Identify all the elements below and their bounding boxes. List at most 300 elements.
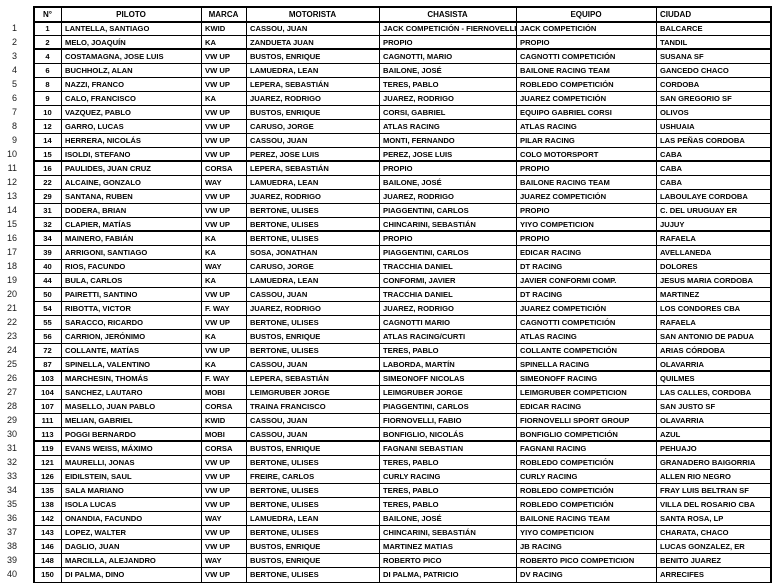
cell-piloto: MASELLO, JUAN PABLO xyxy=(62,400,202,414)
cell-equipo: YIYO COMPETICION xyxy=(517,218,657,232)
cell-marca: CORSA xyxy=(202,442,247,456)
cell-num: 142 xyxy=(35,512,62,526)
cell-chasista: TRACCHIA DANIEL xyxy=(380,260,517,274)
row-number: 23 xyxy=(6,331,17,341)
cell-equipo: JAVIER CONFORMI COMP. xyxy=(517,274,657,288)
cell-marca: F. WAY xyxy=(202,372,247,386)
column-header-ciudad: CIUDAD xyxy=(657,8,770,23)
cell-ciudad: MARTINEZ xyxy=(657,288,770,302)
cell-motorista: BERTONE, ULISES xyxy=(247,218,380,232)
cell-chasista: PROPIO xyxy=(380,36,517,50)
cell-num: 148 xyxy=(35,554,62,568)
cell-ciudad: VILLA DEL ROSARIO CBA xyxy=(657,498,770,512)
row-number: 7 xyxy=(11,107,17,117)
cell-equipo: ROBLEDO COMPETICIÓN xyxy=(517,498,657,512)
row-number: 19 xyxy=(6,275,17,285)
row-number: 13 xyxy=(6,191,17,201)
row-number: 22 xyxy=(6,317,17,327)
cell-motorista: BUSTOS, ENRIQUE xyxy=(247,540,380,554)
cell-piloto: CLAPIER, MATÍAS xyxy=(62,218,202,232)
cell-num: 119 xyxy=(35,442,62,456)
cell-piloto: ARRIGONI, SANTIAGO xyxy=(62,246,202,260)
cell-chasista: FIORNOVELLI, FABIO xyxy=(380,414,517,428)
row-number: 40 xyxy=(6,569,17,579)
cell-motorista: LEPERA, SEBASTIÁN xyxy=(247,162,380,176)
cell-chasista: LABORDA, MARTÍN xyxy=(380,358,517,372)
cell-piloto: GARRO, LUCAS xyxy=(62,120,202,134)
cell-motorista: LAMUEDRA, LEAN xyxy=(247,176,380,190)
cell-motorista: FREIRE, CARLOS xyxy=(247,470,380,484)
cell-motorista: BERTONE, ULISES xyxy=(247,456,380,470)
cell-equipo: BAILONE RACING TEAM xyxy=(517,64,657,78)
row-number: 36 xyxy=(6,513,17,523)
cell-motorista: BUSTOS, ENRIQUE xyxy=(247,106,380,120)
cell-marca: KWID xyxy=(202,414,247,428)
cell-motorista: BERTONE, ULISES xyxy=(247,316,380,330)
cell-equipo: SPINELLA RACING xyxy=(517,358,657,372)
cell-chasista: CHINCARINI, SEBASTIÁN xyxy=(380,526,517,540)
column-header-chasista: CHASISTA xyxy=(380,8,517,23)
row-number: 18 xyxy=(6,261,17,271)
cell-marca: VW UP xyxy=(202,316,247,330)
cell-marca: KA xyxy=(202,232,247,246)
cell-chasista: TERES, PABLO xyxy=(380,484,517,498)
cell-ciudad: RAFAELA xyxy=(657,232,770,246)
cell-marca: KWID xyxy=(202,22,247,36)
cell-piloto: ONANDIA, FACUNDO xyxy=(62,512,202,526)
cell-equipo: EQUIPO GABRIEL CORSI xyxy=(517,106,657,120)
cell-num: 56 xyxy=(35,330,62,344)
cell-chasista: MONTI, FERNANDO xyxy=(380,134,517,148)
cell-marca: VW UP xyxy=(202,218,247,232)
cell-equipo: JUAREZ COMPETICIÓN xyxy=(517,302,657,316)
cell-motorista: BERTONE, ULISES xyxy=(247,344,380,358)
cell-marca: VW UP xyxy=(202,64,247,78)
cell-equipo: COLO MOTORSPORT xyxy=(517,148,657,162)
cell-num: 103 xyxy=(35,372,62,386)
cell-ciudad: SAN GREGORIO SF xyxy=(657,92,770,106)
cell-marca: WAY xyxy=(202,554,247,568)
row-number: 2 xyxy=(11,37,17,47)
cell-ciudad: SAN JUSTO SF xyxy=(657,400,770,414)
row-number: 32 xyxy=(6,457,17,467)
cell-num: 10 xyxy=(35,106,62,120)
row-number: 39 xyxy=(6,555,17,565)
cell-marca: VW UP xyxy=(202,470,247,484)
cell-num: 32 xyxy=(35,218,62,232)
cell-ciudad: GRANADERO BAIGORRIA xyxy=(657,456,770,470)
cell-piloto: DI PALMA, DINO xyxy=(62,568,202,582)
cell-marca: VW UP xyxy=(202,456,247,470)
cell-equipo: JACK COMPETICIÓN xyxy=(517,22,657,36)
cell-piloto: CARRION, JERÓNIMO xyxy=(62,330,202,344)
column-header-piloto: PILOTO xyxy=(62,8,202,23)
cell-ciudad: LOS CONDORES CBA xyxy=(657,302,770,316)
cell-ciudad: JUJUY xyxy=(657,218,770,232)
cell-chasista: PEREZ, JOSE LUIS xyxy=(380,148,517,162)
cell-ciudad: CABA xyxy=(657,162,770,176)
cell-num: 113 xyxy=(35,428,62,442)
row-number: 37 xyxy=(6,527,17,537)
cell-piloto: SPINELLA, VALENTINO xyxy=(62,358,202,372)
cell-marca: KA xyxy=(202,246,247,260)
row-number: 28 xyxy=(6,401,17,411)
cell-chasista: ATLAS RACING xyxy=(380,120,517,134)
cell-motorista: LAMUEDRA, LEAN xyxy=(247,512,380,526)
cell-piloto: LOPEZ, WALTER xyxy=(62,526,202,540)
page-layout xyxy=(0,6,772,583)
cell-chasista: CORSI, GABRIEL xyxy=(380,106,517,120)
cell-marca: VW UP xyxy=(202,190,247,204)
cell-chasista: JACK COMPETICIÓN - FIERNOVELLI xyxy=(380,22,517,36)
cell-marca: KA xyxy=(202,36,247,50)
cell-ciudad: CABA xyxy=(657,176,770,190)
cell-equipo: ROBLEDO COMPETICIÓN xyxy=(517,78,657,92)
cell-piloto: BUCHHOLZ, ALAN xyxy=(62,64,202,78)
cell-equipo: BAILONE RACING TEAM xyxy=(517,176,657,190)
cell-num: 146 xyxy=(35,540,62,554)
cell-piloto: PAULIDES, JUAN CRUZ xyxy=(62,162,202,176)
cell-piloto: ALCAINE, GONZALO xyxy=(62,176,202,190)
cell-piloto: EIDILSTEIN, SAUL xyxy=(62,470,202,484)
cell-motorista: CASSOU, JUAN xyxy=(247,288,380,302)
cell-piloto: CALO, FRANCISCO xyxy=(62,92,202,106)
cell-num: 9 xyxy=(35,92,62,106)
cell-num: 55 xyxy=(35,316,62,330)
cell-marca: VW UP xyxy=(202,568,247,582)
cell-marca: VW UP xyxy=(202,50,247,64)
cell-motorista: ZANDUETA JUAN xyxy=(247,36,380,50)
cell-piloto: BULA, CARLOS xyxy=(62,274,202,288)
row-number: 26 xyxy=(6,373,17,383)
cell-piloto: MARCILLA, ALEJANDRO xyxy=(62,554,202,568)
cell-motorista: CASSOU, JUAN xyxy=(247,428,380,442)
cell-motorista: LAMUEDRA, LEAN xyxy=(247,64,380,78)
row-number: 24 xyxy=(6,345,17,355)
cell-motorista: PEREZ, JOSE LUIS xyxy=(247,148,380,162)
cell-piloto: SARACCO, RICARDO xyxy=(62,316,202,330)
row-number: 33 xyxy=(6,471,17,481)
cell-ciudad: BENITO JUAREZ xyxy=(657,554,770,568)
cell-equipo: PILAR RACING xyxy=(517,134,657,148)
cell-num: 14 xyxy=(35,134,62,148)
cell-motorista: BUSTOS, ENRIQUE xyxy=(247,330,380,344)
cell-marca: F. WAY xyxy=(202,302,247,316)
cell-piloto: COSTAMAGNA, JOSE LUIS xyxy=(62,50,202,64)
cell-equipo: CAGNOTTI COMPETICIÓN xyxy=(517,50,657,64)
cell-equipo: JUAREZ COMPETICIÓN xyxy=(517,92,657,106)
cell-motorista: BERTONE, ULISES xyxy=(247,568,380,582)
row-number: 4 xyxy=(11,65,17,75)
cell-equipo: PROPIO xyxy=(517,162,657,176)
cell-ciudad: USHUAIA xyxy=(657,120,770,134)
cell-ciudad: RAFAELA xyxy=(657,316,770,330)
cell-ciudad: ARRECIFES xyxy=(660,570,704,579)
cell-chasista: CONFORMI, JAVIER xyxy=(380,274,517,288)
cell-chasista: PIAGGENTINI, CARLOS xyxy=(380,204,517,218)
cell-ciudad: C. DEL URUGUAY ER xyxy=(657,204,770,218)
cell-num: 143 xyxy=(35,526,62,540)
cell-ciudad: ARIAS CÓRDOBA xyxy=(657,344,770,358)
cell-num: 111 xyxy=(35,414,62,428)
cell-num: 107 xyxy=(35,400,62,414)
cell-num: 31 xyxy=(35,204,62,218)
cell-piloto: LANTELLA, SANTIAGO xyxy=(62,22,202,36)
row-number: 25 xyxy=(6,359,17,369)
cell-marca: WAY xyxy=(202,260,247,274)
cell-equipo: ATLAS RACING xyxy=(517,330,657,344)
cell-num: 2 xyxy=(35,36,62,50)
cell-chasista: TERES, PABLO xyxy=(380,344,517,358)
cell-chasista: TERES, PABLO xyxy=(380,78,517,92)
cell-ciudad: JESUS MARIA CORDOBA xyxy=(657,274,770,288)
cell-piloto: MAURELLI, JONAS xyxy=(62,456,202,470)
cell-chasista: FAGNANI SEBASTIAN xyxy=(380,442,517,456)
cell-marca: KA xyxy=(202,330,247,344)
cell-num: 12 xyxy=(35,120,62,134)
cell-marca: KA xyxy=(202,92,247,106)
cell-ciudad: CABA xyxy=(657,148,770,162)
cell-motorista: BERTONE, ULISES xyxy=(247,484,380,498)
cell-ciudad: LABOULAYE CORDOBA xyxy=(657,190,770,204)
cell-marca: VW UP xyxy=(202,148,247,162)
cell-num: 72 xyxy=(35,344,62,358)
cell-equipo: ROBERTO PICO COMPETICION xyxy=(517,554,657,568)
cell-num: 15 xyxy=(35,148,62,162)
cell-marca: VW UP xyxy=(202,498,247,512)
cell-piloto: MELIAN, GABRIEL xyxy=(62,414,202,428)
cell-num: 44 xyxy=(35,274,62,288)
entry-table xyxy=(33,6,772,583)
row-number: 12 xyxy=(6,177,17,187)
column-header-num: N° xyxy=(35,8,62,23)
cell-ciudad: LAS CALLES, CORDOBA xyxy=(657,386,770,400)
cell-num: 126 xyxy=(35,470,62,484)
cell-num: 104 xyxy=(35,386,62,400)
cell-num: 40 xyxy=(35,260,62,274)
cell-num: 4 xyxy=(35,50,62,64)
cell-num: 39 xyxy=(35,246,62,260)
row-number: 27 xyxy=(6,387,17,397)
column-header-equipo: EQUIPO xyxy=(517,8,657,23)
cell-chasista: PIAGGENTINI, CARLOS xyxy=(380,400,517,414)
cell-motorista: BUSTOS, ENRIQUE xyxy=(247,554,380,568)
cell-num: 1 xyxy=(35,22,62,36)
cell-equipo: ATLAS RACING xyxy=(517,120,657,134)
cell-motorista: BERTONE, ULISES xyxy=(247,204,380,218)
cell-num: 150 xyxy=(35,568,62,582)
cell-chasista: CURLY RACING xyxy=(380,470,517,484)
cell-chasista: JUAREZ, RODRIGO xyxy=(380,92,517,106)
cell-marca: MOBI xyxy=(202,386,247,400)
cell-marca: CORSA xyxy=(202,400,247,414)
cell-motorista: CASSOU, JUAN xyxy=(247,414,380,428)
cell-num: 135 xyxy=(35,484,62,498)
cell-equipo: JUAREZ COMPETICIÓN xyxy=(517,190,657,204)
cell-piloto: POGGI BERNARDO xyxy=(62,428,202,442)
cell-marca: VW UP xyxy=(202,204,247,218)
cell-marca: KA xyxy=(202,274,247,288)
cell-num: 34 xyxy=(35,232,62,246)
cell-equipo: DT RACING xyxy=(517,288,657,302)
cell-motorista: JUAREZ, RODRIGO xyxy=(247,190,380,204)
row-number: 21 xyxy=(6,303,17,313)
cell-marca: VW UP xyxy=(202,78,247,92)
cell-marca: MOBI xyxy=(202,428,247,442)
cell-chasista: ATLAS RACING/CURTI xyxy=(380,330,517,344)
cell-motorista: LEPERA, SEBASTIÁN xyxy=(247,372,380,386)
cell-equipo: ROBLEDO COMPETICIÓN xyxy=(517,456,657,470)
cell-motorista: BERTONE, ULISES xyxy=(247,526,380,540)
cell-equipo: YIYO COMPETICION xyxy=(517,526,657,540)
cell-equipo: FAGNANI RACING xyxy=(517,442,657,456)
cell-piloto: RIBOTTA, VICTOR xyxy=(62,302,202,316)
cell-marca: CORSA xyxy=(202,162,247,176)
cell-chasista: TERES, PABLO xyxy=(380,498,517,512)
cell-ciudad: FRAY LUIS BELTRAN SF xyxy=(657,484,770,498)
cell-piloto: SANCHEZ, LAUTARO xyxy=(62,386,202,400)
cell-ciudad: OLAVARRIA xyxy=(657,358,770,372)
cell-ciudad: LUCAS GONZALEZ, ER xyxy=(657,540,770,554)
cell-chasista: JUAREZ, RODRIGO xyxy=(380,302,517,316)
row-number: 8 xyxy=(11,121,17,131)
cell-equipo: LEIMGRUBER COMPETICION xyxy=(517,386,657,400)
row-number: 10 xyxy=(6,149,17,159)
cell-marca: VW UP xyxy=(202,540,247,554)
cell-marca: VW UP xyxy=(202,484,247,498)
cell-chasista: PIAGGENTINI, CARLOS xyxy=(380,246,517,260)
row-number: 34 xyxy=(6,485,17,495)
cell-ciudad: SUSANA SF xyxy=(657,50,770,64)
cell-ciudad: CHARATA, CHACO xyxy=(657,526,770,540)
cell-ciudad: DOLORES xyxy=(657,260,770,274)
cell-marca: VW UP xyxy=(202,134,247,148)
cell-piloto: DAGLIO, JUAN xyxy=(62,540,202,554)
cell-equipo: FIORNOVELLI SPORT GROUP xyxy=(517,414,657,428)
row-number: 38 xyxy=(6,541,17,551)
row-number: 15 xyxy=(6,219,17,229)
cell-motorista: CASSOU, JUAN xyxy=(247,358,380,372)
row-number: 30 xyxy=(6,429,17,439)
cell-chasista: JUAREZ, RODRIGO xyxy=(380,190,517,204)
row-number: 16 xyxy=(6,233,17,243)
cell-piloto: NAZZI, FRANCO xyxy=(62,78,202,92)
cell-ciudad: GANCEDO CHACO xyxy=(657,64,770,78)
cell-piloto: RIOS, FACUNDO xyxy=(62,260,202,274)
cell-ciudad: OLAVARRIA xyxy=(657,414,770,428)
row-number: 1 xyxy=(11,23,17,33)
cell-ciudad: SAN ANTONIO DE PADUA xyxy=(657,330,770,344)
cell-chasista: CHINCARINI, SEBASTIÁN xyxy=(380,218,517,232)
cell-num: 54 xyxy=(35,302,62,316)
cell-num: 22 xyxy=(35,176,62,190)
cell-equipo: DT RACING xyxy=(517,260,657,274)
cell-chasista: BAILONE, JOSÉ xyxy=(380,64,517,78)
cell-equipo: CURLY RACING xyxy=(517,470,657,484)
cell-chasista: DI PALMA, PATRICIO xyxy=(380,568,517,582)
cell-num: 138 xyxy=(35,498,62,512)
cell-chasista: ROBERTO PICO xyxy=(380,554,517,568)
row-number: 9 xyxy=(11,135,17,145)
row-number: 31 xyxy=(6,443,17,453)
cell-ciudad: AZUL xyxy=(657,428,770,442)
cell-marca: VW UP xyxy=(202,344,247,358)
cell-piloto: PAIRETTI, SANTINO xyxy=(62,288,202,302)
cell-piloto: MARCHESIN, THOMÁS xyxy=(62,372,202,386)
cell-ciudad: SANTA ROSA, LP xyxy=(657,512,770,526)
cell-chasista: BONFIGLIO, NICOLÁS xyxy=(380,428,517,442)
cell-piloto: ISOLDI, STEFANO xyxy=(62,148,202,162)
cell-ciudad: LAS PEÑAS CORDOBA xyxy=(657,134,770,148)
cell-equipo: BAILONE RACING TEAM xyxy=(517,512,657,526)
cell-piloto: VAZQUEZ, PABLO xyxy=(62,106,202,120)
cell-motorista: CASSOU, JUAN xyxy=(247,134,380,148)
cell-motorista: TRAINA FRANCISCO xyxy=(247,400,380,414)
cell-piloto: MELO, JOAQUÍN xyxy=(62,36,202,50)
cell-motorista: BUSTOS, ENRIQUE xyxy=(247,50,380,64)
cell-ciudad: OLIVOS xyxy=(657,106,770,120)
cell-motorista: BERTONE, ULISES xyxy=(247,498,380,512)
cell-equipo: BONFIGLIO COMPETICIÓN xyxy=(517,428,657,442)
cell-num: 6 xyxy=(35,64,62,78)
cell-piloto: EVANS WEISS, MÁXIMO xyxy=(62,442,202,456)
row-number: 11 xyxy=(7,163,17,173)
cell-piloto: ISOLA LUCAS xyxy=(62,498,202,512)
cell-equipo: COLLANTE COMPETICIÓN xyxy=(517,344,657,358)
cell-marca: WAY xyxy=(202,176,247,190)
row-number: 17 xyxy=(6,247,17,257)
cell-ciudad: AVELLANEDA xyxy=(657,246,770,260)
column-header-marca: MARCA xyxy=(202,8,247,23)
cell-num: 29 xyxy=(35,190,62,204)
cell-equipo: JB RACING xyxy=(517,540,657,554)
cell-num: 50 xyxy=(35,288,62,302)
gutter-header-spacer xyxy=(0,6,17,21)
cell-motorista: JUAREZ, RODRIGO xyxy=(247,302,380,316)
cell-chasista: CAGNOTTI MARIO xyxy=(380,316,517,330)
cell-motorista: CASSOU, JUAN xyxy=(247,22,380,36)
cell-chasista: LEIMGRUBER JORGE xyxy=(380,386,517,400)
cell-motorista: BERTONE, ULISES xyxy=(247,232,380,246)
row-number: 35 xyxy=(6,499,17,509)
cell-chasista: SIMEONOFF NICOLAS xyxy=(380,372,517,386)
cell-num: 8 xyxy=(35,78,62,92)
cell-motorista: LAMUEDRA, LEAN xyxy=(247,274,380,288)
cell-equipo: PROPIO xyxy=(517,36,657,50)
cell-equipo: SIMEONOFF RACING xyxy=(517,372,657,386)
cell-equipo: PROPIO xyxy=(517,232,657,246)
cell-marca: VW UP xyxy=(202,288,247,302)
cell-chasista: MARTINEZ MATIAS xyxy=(380,540,517,554)
cell-num: 16 xyxy=(35,162,62,176)
row-number: 20 xyxy=(6,289,17,299)
cell-motorista: LEIMGRUBER JORGE xyxy=(247,386,380,400)
cell-piloto: SALA MARIANO xyxy=(62,484,202,498)
row-number: 29 xyxy=(6,415,17,425)
cell-motorista: CARUSO, JORGE xyxy=(247,260,380,274)
cell-piloto: DODERA, BRIAN xyxy=(62,204,202,218)
cell-ciudad: PEHUAJO xyxy=(657,442,770,456)
row-number: 3 xyxy=(11,51,17,61)
cell-motorista: CARUSO, JORGE xyxy=(247,120,380,134)
row-number: 14 xyxy=(6,205,17,215)
cell-chasista: BAILONE, JOSÉ xyxy=(380,176,517,190)
cell-motorista: LEPERA, SEBASTIÁN xyxy=(247,78,380,92)
cell-piloto: COLLANTE, MATÍAS xyxy=(62,344,202,358)
cell-ciudad: TANDIL xyxy=(657,36,770,50)
cell-marca: VW UP xyxy=(202,526,247,540)
cell-num: 121 xyxy=(35,456,62,470)
